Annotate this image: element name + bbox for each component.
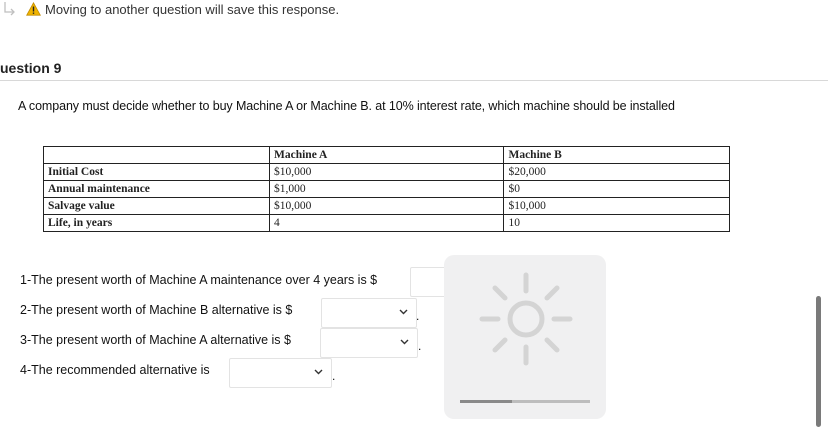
machine-b-value: $10,000 <box>504 198 730 215</box>
table-header-blank <box>44 147 270 164</box>
machine-b-value: 10 <box>504 215 730 232</box>
answer-3-suffix: . <box>418 339 422 353</box>
answer-1-label: 1-The present worth of Machine A maintenance over 4 years is $ <box>20 273 378 287</box>
chevron-down-icon <box>314 369 323 375</box>
question-title: uestion 9 <box>0 60 62 76</box>
brightness-level-bar <box>460 400 590 403</box>
answer-3-dropdown[interactable] <box>320 328 418 358</box>
brightness-overlay <box>444 255 606 419</box>
row-label: Salvage value <box>44 198 270 215</box>
machine-a-value: $1,000 <box>270 181 496 198</box>
table-row <box>44 198 730 215</box>
table-gap-cell <box>495 181 504 198</box>
row-label: Life, in years <box>44 215 270 232</box>
table-gap-cell <box>495 215 504 232</box>
answer-4-label: 4-The recommended alternative is <box>20 363 210 377</box>
machine-a-value: $10,000 <box>270 198 496 215</box>
chevron-down-icon <box>399 309 408 315</box>
table-header-row <box>44 147 730 164</box>
answer-4-suffix: . <box>332 369 336 383</box>
table-row <box>44 181 730 198</box>
table-row <box>44 164 730 181</box>
table-header-machine-a: Machine A <box>270 147 496 164</box>
brightness-level-fill <box>460 400 512 403</box>
brightness-sun-icon <box>476 269 576 369</box>
answer-2-dropdown[interactable] <box>321 298 420 328</box>
row-label: Initial Cost <box>44 164 270 181</box>
answer-2-suffix: . <box>416 309 420 323</box>
chevron-down-icon <box>400 339 409 345</box>
machine-a-value: 4 <box>270 215 496 232</box>
save-warning-text: Moving to another question will save this response. <box>45 2 340 17</box>
table-gap-cell <box>495 198 504 215</box>
machine-a-value: $10,000 <box>270 164 496 181</box>
answer-2-label: 2-The present worth of Machine B alternative is $ <box>20 303 293 317</box>
machine-b-value: $0 <box>504 181 730 198</box>
answer-3-label: 3-The present worth of Machine A alternative is $ <box>20 333 291 347</box>
table-row <box>44 215 730 232</box>
scrollbar[interactable] <box>816 296 821 427</box>
table-header-gap <box>495 147 504 164</box>
table-header-machine-b: Machine B <box>504 147 730 164</box>
arrow-icon <box>2 0 16 20</box>
table-gap-cell <box>495 164 504 181</box>
warning-icon <box>26 2 41 16</box>
divider <box>0 80 828 81</box>
row-label: Annual maintenance <box>44 181 270 198</box>
answer-4-dropdown[interactable] <box>229 358 332 388</box>
machine-comparison-table <box>43 146 730 232</box>
question-prompt: A company must decide whether to buy Machine A or Machine B. at 10% interest rate, which machine should be installed <box>18 99 675 113</box>
machine-b-value: $20,000 <box>504 164 730 181</box>
